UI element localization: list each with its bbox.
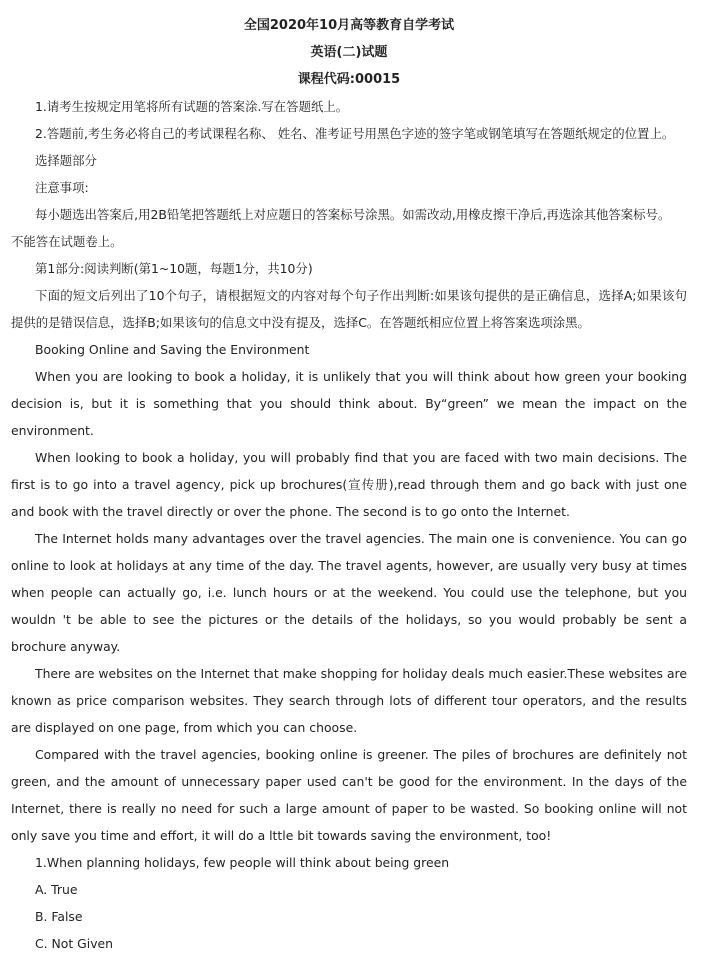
instruction-2: 2.答题前,考生务必将自己的考试课程名称、 姓名、准考证号用黑色字迹的签字笔或钢笔填写在答题纸规定的位置上。: [35, 126, 675, 141]
course-code: 课程代码:00015: [297, 72, 401, 87]
notice-line-2: 不能答在试题卷上。: [11, 234, 123, 249]
part1-instruction: 下面的短文后列出了10个句子，请根据短文的内容对每个句子作出判断:如果该句提供的是正确信息，选择A;如果该句提供的是错误信息，选择B;如果该句的信息文中没有提及，选择C。在答题纸相应位置上将答案选项涂黑。: [11, 288, 687, 330]
part1-heading: 第1部分:阅读判断(第1~10题，每题1分，共10分): [35, 261, 313, 276]
passage-paragraph-1: When you are looking to book a holiday, it is unlikely that you will think about how green your booking decision is, but it is something that you should think about. By“green” we mean the impact on the environment.: [11, 369, 687, 438]
passage-title: Booking Online and Saving the Environment: [35, 342, 310, 357]
question-1-option-c: C. Not Given: [35, 936, 114, 951]
notice-line-1: 每小题选出答案后,用2B铅笔把答题纸上对应题日的答案标号涂黑。如需改动,用橡皮擦干净后,再选涂其他答案标号。: [35, 207, 671, 222]
instruction-1: 1.请考生按规定用笔将所有试题的答案涂.写在答题纸上。: [35, 99, 349, 114]
notice-heading: 注意事项:: [35, 180, 89, 195]
passage-paragraph-4: There are websites on the Internet that make shopping for holiday deals much easier.These websites are known as price comparison websites. They search through lots of different tour operators, and the results are displayed on one page, from which you can choose.: [11, 666, 687, 735]
subject-title: 英语(二)试题: [310, 45, 388, 60]
exam-title: 全国2020年10月高等教育自学考试: [243, 18, 455, 33]
question-1-option-a: A. True: [35, 882, 78, 897]
passage-paragraph-3: The Internet holds many advantages over the travel agencies. The main one is convenience. You can go online to look at holidays at any time of the day. The travel agents, however, are usually very busy at times when people can actually go, i.e. lunch hours or at the weekend. You could use the telephone, but you wouldn 't be able to see the pictures or the details of the holidays, so you would probably be sent a brochure anyway.: [11, 531, 687, 654]
question-1-option-b: B. False: [35, 909, 83, 924]
passage-paragraph-5: Compared with the travel agencies, booking online is greener. The piles of brochures are definitely not green, and the amount of unnecessary paper used can't be good for the environment. In the days of the Internet, there is really no need for such a large amount of paper to be wasted. So booking online will not only save you time and effort, it will do a lttle bit towards saving the environment, too!: [11, 747, 687, 843]
passage-paragraph-2: When looking to book a holiday, you will probably find that you are faced with two main decisions. The first is to go into a travel agency, pick up brochures(宣传册),read through them and go back with just one and book with the travel directly or over the phone. The second is to go onto the Internet.: [11, 450, 687, 519]
section-label: 选择题部分: [35, 153, 97, 168]
question-1-stem: 1.When planning holidays, few people will think about being green: [35, 855, 450, 870]
